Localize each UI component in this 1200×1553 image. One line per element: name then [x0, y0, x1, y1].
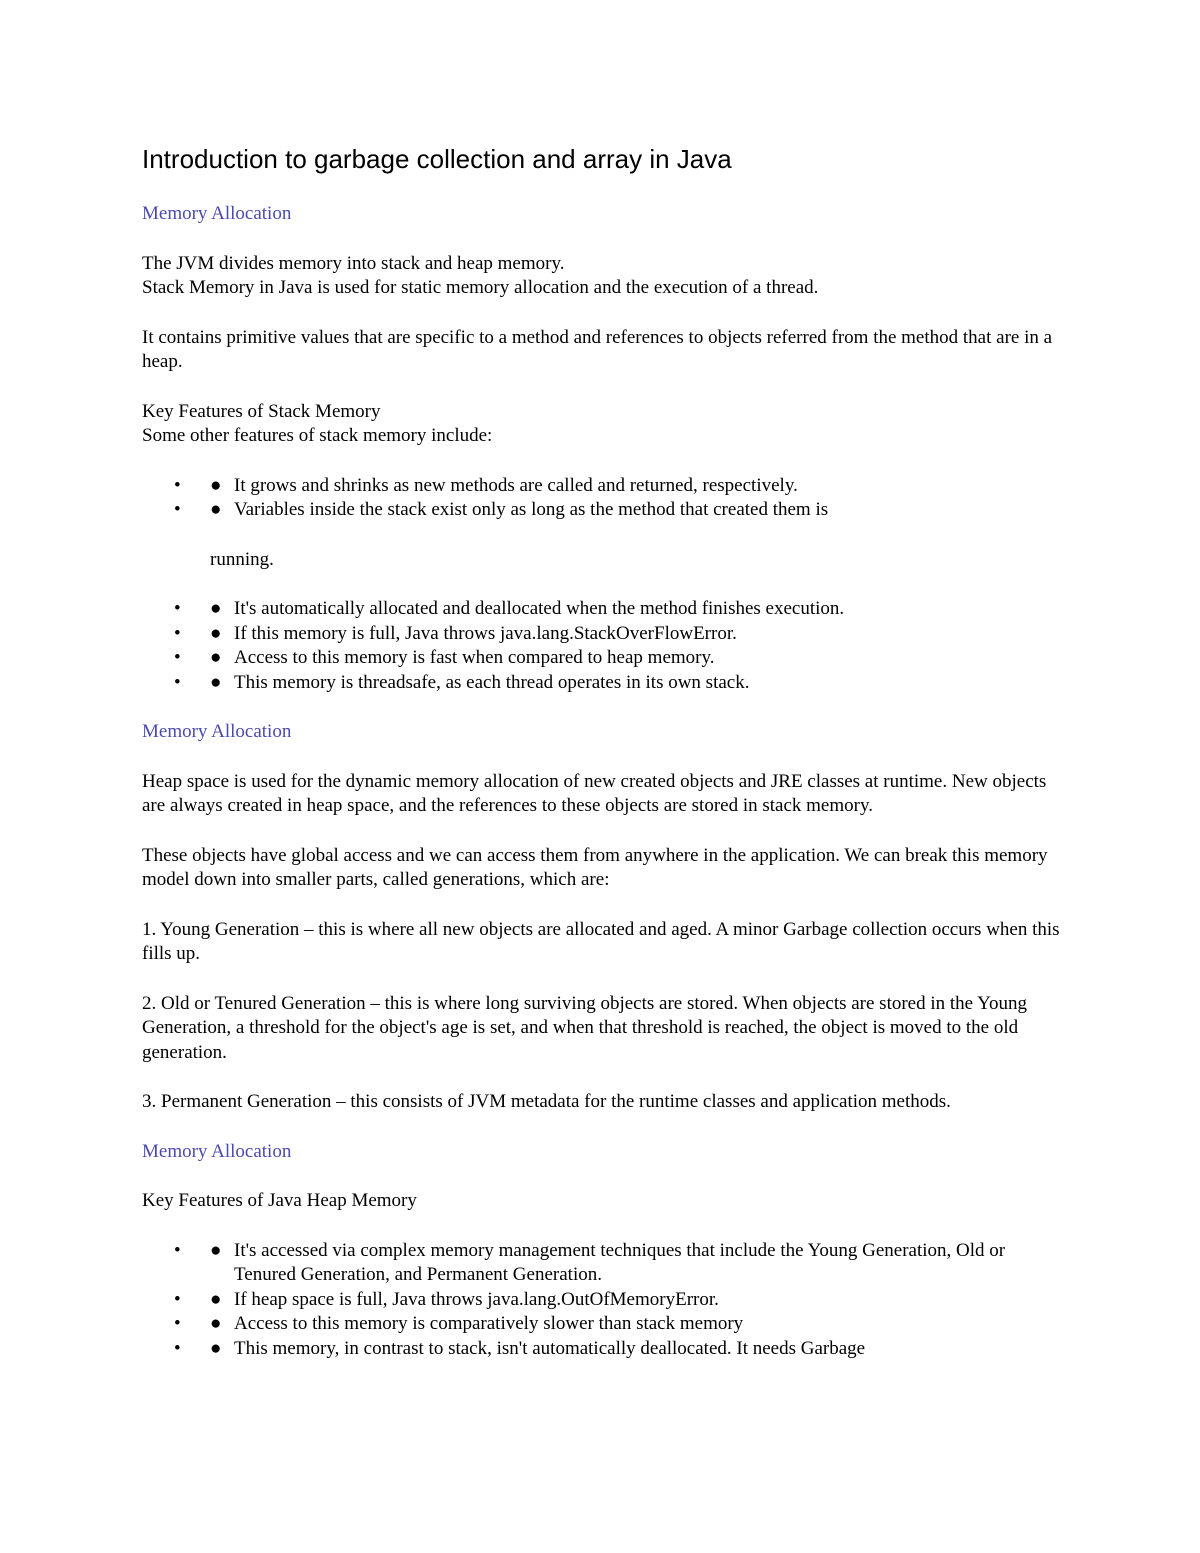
list-item-text: If this memory is full, Java throws java.lang.StackOverFlowError. [234, 622, 737, 644]
stack-intro-line1: The JVM divides memory into stack and heap memory. [142, 252, 565, 274]
list-item [142, 474, 1062, 499]
list-item-text: This memory is threadsafe, as each thread operates in its own stack. [234, 671, 750, 693]
list-item [142, 1239, 1062, 1288]
list-item [142, 498, 1062, 523]
heap-bullet-list [142, 1239, 1062, 1362]
stack-features-block [142, 400, 1062, 449]
section-heading-stack: Memory Allocation [142, 203, 292, 224]
list-item [142, 1312, 1062, 1337]
bullet-glyph: • ● [210, 598, 222, 619]
stack-features-intro: Some other features of stack memory include: [142, 425, 493, 446]
stack-contains-paragraph: It contains primitive values that are specific to a method and references to objects referred from the method that are in a heap. [142, 326, 1053, 372]
stack-intro-line2: Stack Memory in Java is used for static memory allocation and the execution of a thread. [142, 277, 819, 298]
stack-bullet-list-a [142, 474, 1062, 523]
list-item-text: If heap space is full, Java throws java.lang.OutOfMemoryError. [234, 1288, 719, 1310]
list-item [142, 622, 1062, 647]
section-heading-heap-features: Memory Allocation [142, 1140, 292, 1162]
list-item [142, 597, 1062, 622]
list-item-text: Access to this memory is fast when compared to heap memory. [234, 647, 715, 668]
list-item [142, 646, 1062, 671]
generation-old: 2. Old or Tenured Generation – this is where long surviving objects are stored. When objects are stored in the Young Generation, a threshold for the object's age is set, and when that threshold is reached, the object is moved to the old generation. [142, 992, 1027, 1063]
list-item-text: Variables inside the stack exist only as long as the method that created them is [234, 499, 829, 520]
document-title: Introduction to garbage collection and array in Java [142, 144, 732, 174]
stack-bullet-continuation: running. [210, 548, 274, 570]
stack-intro [142, 252, 1062, 301]
stack-features-title: Key Features of Stack Memory [142, 400, 381, 422]
bullet-glyph: • ● [210, 1313, 222, 1334]
generation-young: 1. Young Generation – this is where all new objects are allocated and aged. A minor Garbage collection occurs when this fills up. [142, 918, 1060, 964]
list-item [142, 1337, 1062, 1362]
list-item [142, 1288, 1062, 1313]
heap-paragraph-2: These objects have global access and we can access them from anywhere in the application. We can break this memory model down into smaller parts, called generations, which are: [142, 844, 1048, 890]
bullet-glyph: • ● [210, 1337, 222, 1359]
section-heading-heap: Memory Allocation [142, 721, 292, 742]
heap-features-title: Key Features of Java Heap Memory [142, 1190, 417, 1211]
stack-bullet-list-b [142, 597, 1062, 695]
bullet-glyph: • ● [210, 1239, 222, 1261]
bullet-glyph: • ● [210, 671, 222, 693]
bullet-glyph: • ● [210, 622, 222, 644]
list-item-text: It grows and shrinks as new methods are called and returned, respectively. [234, 474, 798, 496]
bullet-glyph: • ● [210, 1288, 222, 1310]
list-item-text: It's accessed via complex memory management techniques that include the Young Generation, Old or Tenured Generation, and Permanent Generation. [234, 1239, 1006, 1285]
list-item-text: It's automatically allocated and deallocated when the method finishes execution. [234, 598, 845, 619]
bullet-glyph: • ● [210, 647, 222, 668]
list-item [142, 671, 1062, 696]
list-item-text: Access to this memory is comparatively slower than stack memory [234, 1313, 744, 1334]
heap-paragraph-1: Heap space is used for the dynamic memory allocation of new created objects and JRE classes at runtime. New objects are always created in heap space, and the references to these objects are stored in stack memory. [142, 770, 1047, 816]
document-body [142, 143, 1062, 1386]
bullet-glyph: • ● [210, 474, 222, 496]
bullet-glyph: • ● [210, 499, 222, 520]
generation-permanent: 3. Permanent Generation – this consists of JVM metadata for the runtime classes and application methods. [142, 1091, 951, 1112]
list-item-text: This memory, in contrast to stack, isn't automatically deallocated. It needs Garbage [234, 1337, 866, 1359]
